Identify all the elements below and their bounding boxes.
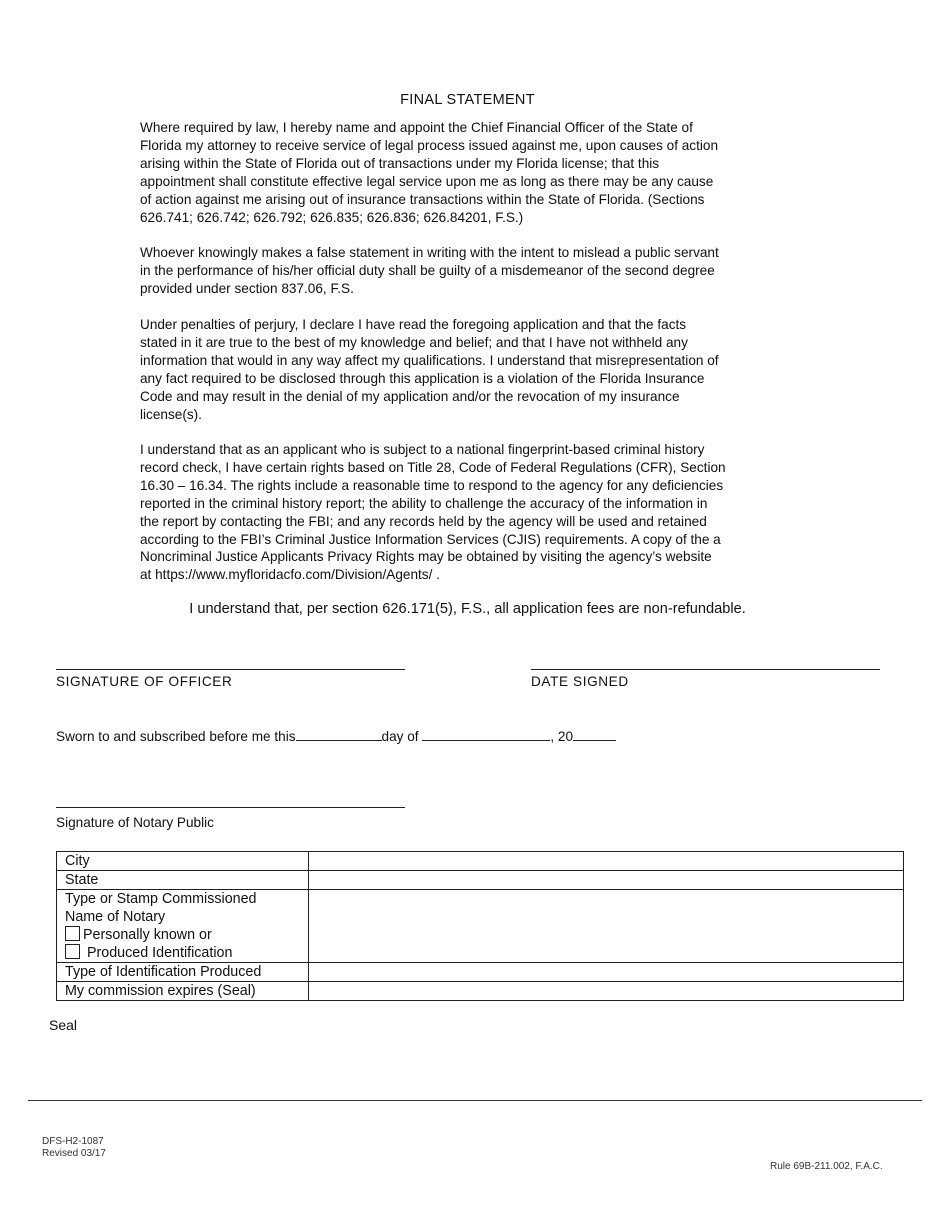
year-blank[interactable] — [573, 727, 616, 741]
appointment-paragraph — [140, 119, 815, 226]
revised-date: Revised 03/17 — [42, 1148, 106, 1159]
personally-known-checkbox[interactable] — [65, 926, 80, 941]
paragraph-line: record check, I have certain rights based on Title 28, Code of Federal Regulations (CFR), Section — [140, 459, 726, 475]
paragraph-line: any fact required to be disclosed through this application is a violation of the Florida Insurance — [140, 370, 705, 386]
produced-id-label: Produced Identification — [83, 945, 233, 961]
paragraph-line: Under penalties of perjury, I declare I have read the foregoing application and that the facts — [140, 317, 687, 332]
date-signed-label: DATE SIGNED — [531, 674, 629, 689]
notary-name-label: Type or Stamp Commissioned — [65, 891, 257, 907]
paragraph-line: Whoever knowingly makes a false statement in writing with the intent to mislead a public servant — [140, 245, 719, 260]
notary-signature-label: Signature of Notary Public — [56, 815, 214, 830]
paragraph-line: I understand that as an applicant who is subject to a national fingerprint-based criminal history — [140, 442, 705, 457]
officer-signature-line[interactable] — [56, 669, 405, 670]
form-number: DFS-H2-1087 — [42, 1136, 104, 1147]
id-type-field[interactable] — [309, 963, 904, 982]
paragraph-line: reported in the criminal history report; the ability to challenge the accuracy of the information in — [140, 495, 708, 511]
table-row — [57, 890, 904, 963]
paragraph-line: stated in it are true to the best of my knowledge and belief; and that I have not withheld any — [140, 334, 688, 350]
produced-id-option — [65, 944, 308, 962]
commission-field[interactable] — [309, 982, 904, 1001]
paragraph-line: 626.741; 626.742; 626.792; 626.835; 626.836; 626.84201, F.S.) — [140, 209, 524, 225]
false-statement-paragraph — [140, 244, 815, 298]
paragraph-line: license(s). — [140, 406, 202, 422]
sworn-prefix: Sworn to and subscribed before me this — [56, 729, 296, 744]
table-row — [57, 963, 904, 982]
table-row — [57, 871, 904, 890]
paragraph-line: provided under section 837.06, F.S. — [140, 280, 354, 296]
date-signed-line[interactable] — [531, 669, 880, 670]
notary-name-field[interactable] — [309, 890, 904, 963]
notary-name-cell — [57, 890, 309, 963]
fees-statement: I understand that, per section 626.171(5), F.S., all application fees are non-refundable. — [189, 601, 746, 617]
city-field[interactable] — [309, 852, 904, 871]
paragraph-line: at https://www.myfloridacfo.com/Division/Agents/ . — [140, 567, 440, 583]
rule-reference: Rule 69B-211.002, F.A.C. — [770, 1161, 883, 1172]
day-of-label: day of — [381, 729, 419, 744]
day-blank[interactable] — [296, 727, 382, 741]
state-label: State — [57, 871, 309, 890]
state-field[interactable] — [309, 871, 904, 890]
notary-info-table — [56, 851, 904, 1001]
year-prefix: , 20 — [550, 729, 574, 744]
paragraph-line: the report by contacting the FBI; and any records held by the agency will be used and retained — [140, 513, 707, 529]
page-title: FINAL STATEMENT — [400, 92, 535, 108]
paragraph-line: information that would in any way affect my qualifications. I understand that misrepresentation of — [140, 352, 719, 368]
paragraph-line: 16.30 – 16.34. The rights include a reasonable time to respond to the agency for any deficiencies — [140, 477, 724, 493]
table-row — [57, 852, 904, 871]
produced-id-checkbox[interactable] — [65, 944, 80, 959]
paragraph-line: Where required by law, I hereby name and appoint the Chief Financial Officer of the State of — [140, 120, 693, 135]
personally-known-option — [65, 926, 308, 944]
month-blank[interactable] — [422, 727, 550, 741]
perjury-paragraph — [140, 316, 815, 423]
commission-label: My commission expires (Seal) — [57, 982, 309, 1001]
paragraph-line: Florida my attorney to receive service of legal process issued against me, upon causes of action — [140, 137, 719, 153]
footer-divider — [28, 1100, 922, 1101]
paragraph-line: in the performance of his/her official duty shall be guilty of a misdemeanor of the second degree — [140, 262, 715, 278]
paragraph-line: of action against me arising out of insurance transactions within the State of Florida. (Sections — [140, 191, 705, 207]
officer-signature-label: SIGNATURE OF OFFICER — [56, 674, 233, 689]
paragraph-line: arising within the State of Florida out of transactions under my Florida license; that this — [140, 155, 660, 171]
paragraph-line: Code and may result in the denial of my application and/or the revocation of my insurance — [140, 388, 680, 404]
notary-signature-line[interactable] — [56, 807, 405, 808]
fingerprint-rights-paragraph — [140, 441, 815, 584]
paragraph-line: Noncriminal Justice Applicants Privacy Rights may be obtained by visiting the agency’s website — [140, 549, 712, 565]
seal-label: Seal — [49, 1017, 78, 1033]
id-type-label: Type of Identification Produced — [57, 963, 309, 982]
notary-name-label: Name of Notary — [65, 909, 166, 925]
paragraph-line: appointment shall constitute effective legal service upon me as long as there may be any cause — [140, 173, 714, 189]
table-row — [57, 982, 904, 1001]
paragraph-line: according to the FBI’s Criminal Justice Information Services (CJIS) requirements. A copy of the a — [140, 531, 721, 547]
city-label: City — [57, 852, 309, 871]
personally-known-label: Personally known or — [83, 927, 212, 943]
sworn-statement — [56, 727, 616, 744]
